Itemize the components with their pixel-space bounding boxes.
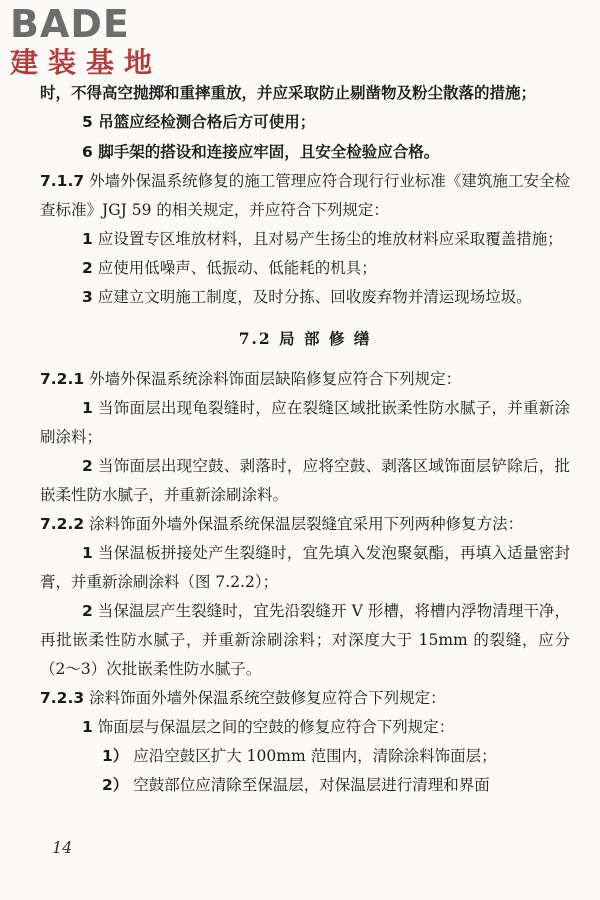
watermark-logo: [10, 4, 162, 78]
item-number: 1: [82, 544, 93, 562]
list-item: [40, 137, 570, 167]
list-item: [40, 713, 570, 742]
page-number: 14: [52, 838, 73, 857]
clause-number: 7.2.2: [40, 515, 85, 533]
clause-number: 7.2.1: [40, 370, 85, 388]
item-text: 饰面层与保温层之间的空鼓的修复应符合下列规定：: [97, 718, 455, 736]
list-item: [40, 283, 570, 312]
section-heading: 7.2 局 部 修 缮: [238, 329, 372, 348]
clause-7-2-2: [40, 510, 570, 539]
clause-text: 外墙外保温系统修复的施工管理应符合现行行业标准《建筑施工安全检查标准》JGJ 59 的相关规定，并应符合下列规定：: [40, 172, 570, 219]
item-text: 吊篮应经检测合格后方可使用；: [98, 112, 316, 131]
list-item: [40, 597, 570, 684]
sub-list-item: [40, 742, 570, 771]
item-text: 应设置专区堆放材料，且对易产生扬尘的堆放材料应采取覆盖措施；: [97, 230, 563, 248]
list-item: [40, 539, 570, 597]
item-number: 2: [82, 457, 93, 475]
clause-number: 7.2.3: [40, 689, 85, 707]
item-number: 2: [82, 602, 93, 620]
clause-7-2-1: [40, 365, 570, 394]
item-text: 当保温板拼接处产生裂缝时，宜先填入发泡聚氨酯，再填入适量密封膏，并重新涂刷涂料（图 7.2.2）；: [40, 544, 570, 591]
list-item: [40, 254, 570, 283]
list-item: [40, 394, 570, 452]
subitem-text: 空鼓部位应清除至保温层，对保温层进行清理和界面: [133, 776, 490, 794]
subitem-number: 1）: [102, 747, 129, 765]
item-number: 1: [82, 399, 93, 417]
watermark-title: BADE: [10, 2, 130, 46]
item-number: 3: [82, 288, 93, 306]
item-text: 应使用低噪声、低振动、低能耗的机具；: [97, 259, 377, 277]
clause-text: 外墙外保温系统涂料饰面层缺陷修复应符合下列规定：: [89, 370, 462, 388]
clause-7-2-3: [40, 684, 570, 713]
item-text: 当饰面层出现空鼓、剥落时，应将空鼓、剥落区域饰面层铲除后，批嵌柔性防水腻子，并重新涂刷涂料。: [40, 457, 570, 504]
continued-paragraph: 时，不得高空抛掷和重摔重放，并应采取防止剔凿物及粉尘散落的措施；: [40, 83, 537, 102]
item-number: 6: [82, 143, 93, 161]
subitem-number: 2）: [102, 776, 129, 794]
list-item: [40, 225, 570, 254]
clause-text: 涂料饰面外墙外保温系统保温层裂缝宜采用下列两种修复方法：: [89, 515, 524, 533]
item-text: 脚手架的搭设和连接应牢固，且安全检验应合格。: [98, 142, 440, 161]
clause-number: 7.1.7: [40, 172, 85, 190]
document-body: [40, 78, 570, 800]
item-text: 当饰面层出现龟裂缝时，应在裂缝区域批嵌柔性防水腻子，并重新涂刷涂料；: [40, 399, 570, 446]
clause-7-1-7: [40, 167, 570, 225]
item-number: 5: [82, 113, 93, 131]
item-number: 2: [82, 259, 93, 277]
list-item: [40, 107, 570, 137]
watermark-subtitle: 建装基地: [10, 46, 163, 79]
sub-list-item: [40, 771, 570, 800]
clause-text: 涂料饰面外墙外保温系统空鼓修复应符合下列规定：: [89, 689, 446, 707]
item-text: 应建立文明施工制度，及时分拣、回收废弃物并清运现场垃圾。: [97, 288, 532, 306]
item-text: 当保温层产生裂缝时，宜先沿裂缝开 V 形槽，将槽内浮物清理干净，再批嵌柔性防水腻子，并重新涂刷涂料；对深度大于 15mm 的裂缝，应分（2～3）次批嵌柔性防水腻子。: [40, 602, 570, 678]
list-item: [40, 452, 570, 510]
item-number: 1: [82, 230, 93, 248]
item-number: 1: [82, 718, 93, 736]
subitem-text: 应沿空鼓区扩大 100mm 范围内，清除涂料饰面层；: [133, 747, 497, 765]
